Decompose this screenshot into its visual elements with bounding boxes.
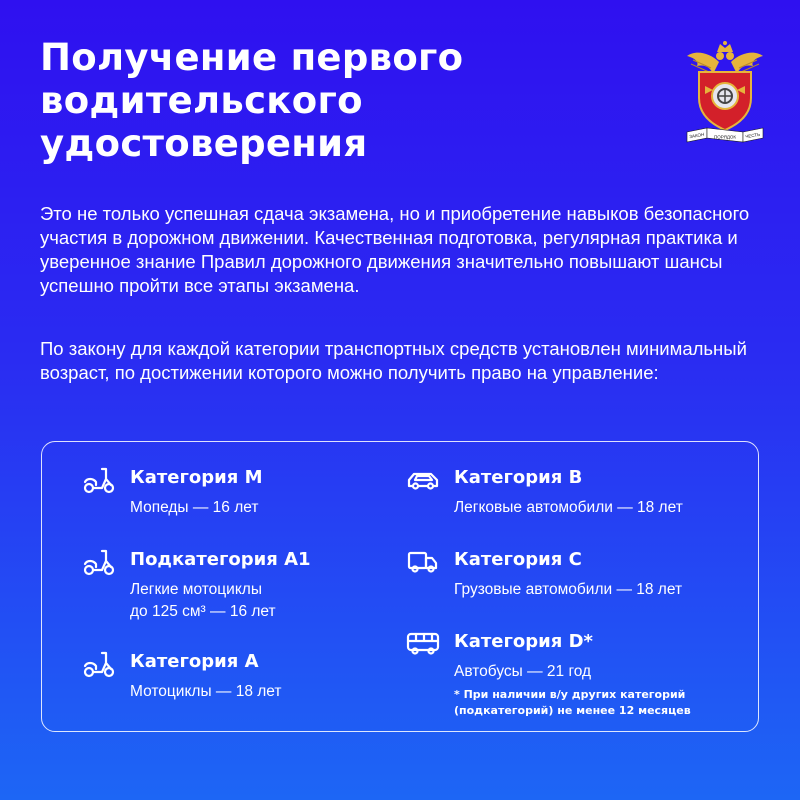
scooter-icon <box>82 547 116 577</box>
scooter-icon <box>82 465 116 495</box>
category-description: Мопеды — 16 лет <box>130 499 259 516</box>
title-line: удостоверения <box>40 122 368 165</box>
bus-icon <box>406 629 440 659</box>
law-paragraph: По закону для каждой категории транспортных средств установлен минимальный возраст, по достижении которого можно получить право на управление: <box>40 338 747 383</box>
page-title <box>40 36 600 165</box>
truck-icon <box>406 547 440 577</box>
category-description: Мотоциклы — 18 лет <box>130 683 282 700</box>
category-description: Легковые автомобили — 18 лет <box>454 499 683 516</box>
category-name: Категория C <box>454 549 582 570</box>
police-emblem-logo <box>683 38 767 154</box>
scooter-icon <box>82 649 116 679</box>
emblem-word: ПОРЯДОК <box>713 134 737 140</box>
category-name: Категория M <box>130 467 263 488</box>
category-footnote: * При наличии в/у других категорий (подкатегорий) не менее 12 месяцев <box>454 688 691 717</box>
intro-paragraph: Это не только успешная сдача экзамена, но и приобретение навыков безопасного участия в дорожном движении. Качественная подготовка, регулярная практика и уверенное знание Правил дорожного движения значительно повышают шансы успешно пройти все этапы экзамена. <box>40 203 750 296</box>
emblem-word: ЧЕСТЬ <box>745 131 761 140</box>
title-line: водительского <box>40 79 363 122</box>
title-line: Получение первого <box>40 36 464 79</box>
category-name: Категория A <box>130 651 259 672</box>
category-name: Категория B <box>454 467 583 488</box>
category-description: Автобусы — 21 год <box>454 663 592 680</box>
emblem-word: ЗАКОН <box>688 131 705 140</box>
category-name: Подкатегория A1 <box>130 549 311 570</box>
category-description: Легкие мотоциклы до 125 см³ — 16 лет <box>130 581 276 620</box>
category-name: Категория D* <box>454 631 593 652</box>
car-icon <box>406 465 440 495</box>
category-description: Грузовые автомобили — 18 лет <box>454 581 683 598</box>
